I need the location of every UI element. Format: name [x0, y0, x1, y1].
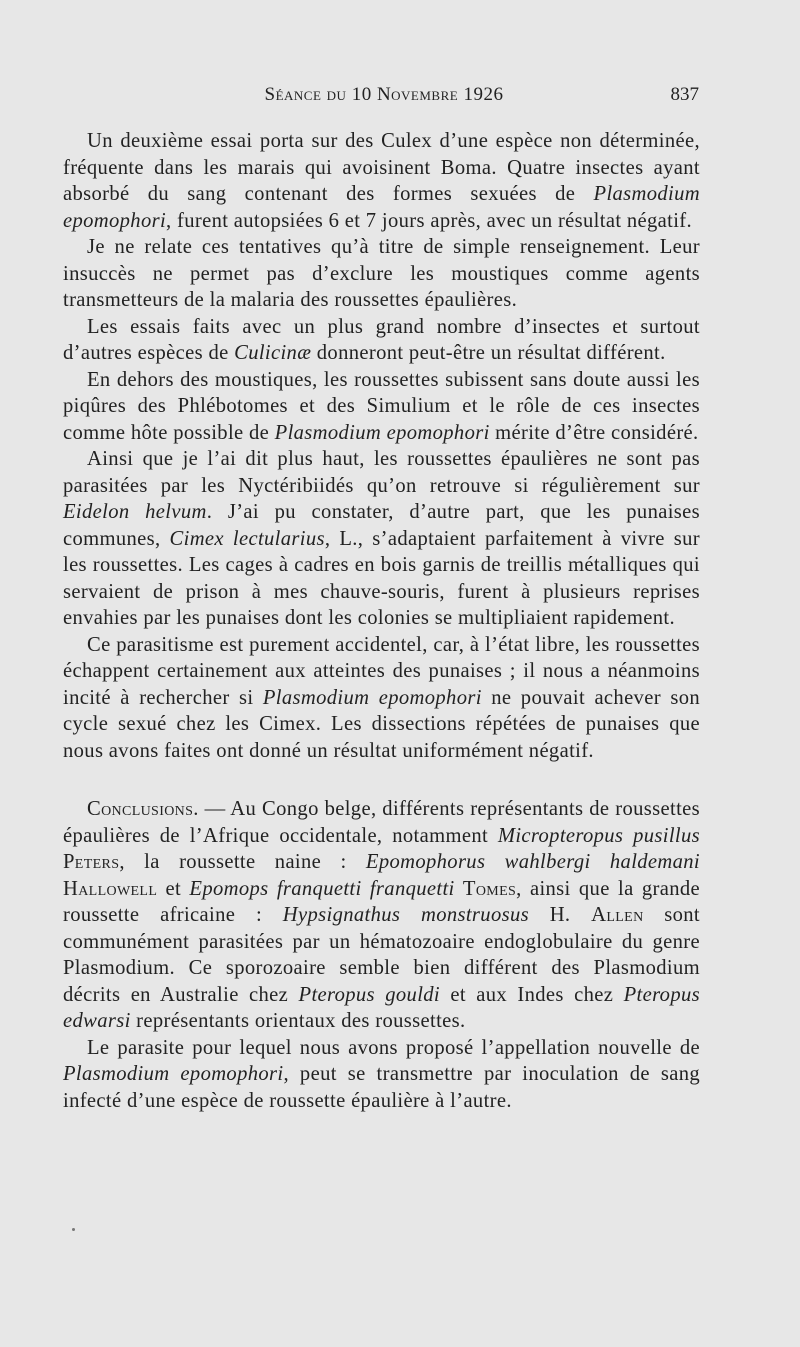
small-caps-name: Conclusions.: [87, 798, 199, 820]
paragraph: [63, 367, 700, 447]
italic-term: Culicinæ: [234, 342, 312, 364]
italic-term: Hypsignathus monstruosus: [282, 904, 529, 926]
text-run: Les essais faits avec un plus grand nombre d’insectes et surtout d’autres espèces de: [63, 315, 700, 364]
text-run: et: [157, 877, 190, 900]
text-run: Le parasite pour lequel nous avons proposé l’appellation nouvelle de: [87, 1036, 700, 1059]
print-speck: [72, 1228, 75, 1231]
text-run: , furent autopsiées 6 et 7 jours après, avec un résultat négatif.: [166, 209, 693, 232]
text-run: , ainsi que la grande roussette africaine :: [63, 877, 700, 926]
text-run: donneront peut-être un résultat différent.: [311, 342, 666, 364]
running-head: [64, 84, 704, 114]
italic-term: Plasmodium epomophori: [274, 421, 490, 444]
paragraph: [63, 314, 700, 367]
small-caps-name: Peters: [63, 851, 120, 873]
text-run: mérite d’être considéré.: [489, 421, 699, 444]
paragraph: [63, 632, 700, 765]
text-run: , peut se transmettre par inoculation de sang infecté d’une espèce de roussette épaulière à l’autre.: [63, 1063, 701, 1112]
body-text: [63, 128, 700, 1114]
text-run: , la roussette naine :: [119, 851, 366, 873]
text-run: . J’ai pu constater, d’autre part, que les punaises communes,: [63, 501, 700, 550]
text-run: Un deuxième essai porta sur des Culex d’une espèce non déterminée, fréquente dans les marais qui avoisinent Boma. Quatre insectes ayant absorbé du sang contenant des formes sexuées de: [63, 130, 700, 205]
italic-term: Eidelon helvum: [63, 501, 207, 523]
paragraph: [63, 128, 700, 234]
small-caps-name: Tomes: [462, 877, 517, 900]
italic-term: Epomophorus wahlbergi haldemani: [365, 851, 701, 873]
text-run: ne pouvait achever son cycle sexué chez les Cimex. Les dissections répétées de punaises que nous avons faites ont donné un résultat uniformément négatif.: [63, 686, 700, 762]
text-run: Ainsi que je l’ai dit plus haut, les roussettes épaulières ne sont pas parasitées par les Nyctéribiidés qu’on retrouve si régulièrement sur: [63, 448, 700, 497]
italic-term: Pteropus edwarsi: [63, 983, 700, 1032]
text-run: , L., s’adaptaient parfaitement à vivre sur les roussettes. Les cages à cadres en bois garnis de treillis métalliques qui servaient de prison à mes chauve-souris, furent à plusieurs reprises envahies par les punaises dont les colonies se multipliaient rapidement.: [63, 527, 700, 629]
italic-term: Epomops franquetti franquetti: [189, 877, 455, 900]
text-run: Je ne relate ces tentatives qu’à titre de simple renseignement. Leur insuccès ne permet pas d’exclure les moustiques comme agents transmetteurs de la malaria des roussettes épaulières.: [63, 236, 700, 311]
text-run: et aux Indes chez: [440, 983, 624, 1006]
paragraph: [63, 446, 700, 632]
small-caps-name: Allen: [591, 904, 644, 926]
italic-term: Plasmodium epomophori: [63, 1063, 284, 1085]
italic-term: Pteropus gouldi: [298, 983, 440, 1006]
small-caps-name: Hallowell: [63, 877, 158, 900]
italic-term: Plasmodium epomophori: [63, 183, 700, 232]
paragraph: [63, 796, 700, 1035]
paragraph: [63, 234, 700, 314]
page-number: 837: [670, 84, 699, 105]
text-run: — Au Congo belge, différents représentants de roussettes épaulières de l’Afrique occidentale, notamment: [63, 798, 700, 847]
italic-term: Micropteropus pusillus: [497, 824, 700, 847]
text-run: représentants orientaux des roussettes.: [130, 1010, 466, 1032]
paragraph: [63, 1035, 700, 1115]
text-run: [455, 878, 463, 900]
italic-term: Plasmodium epomophori: [262, 686, 482, 709]
text-run: sont communément parasitées par un hématozoaire endoglobulaire du genre Plasmodium. Ce sporozoaire semble bien différent des Plasmodium décrits en Australie chez: [63, 904, 701, 1006]
text-run: En dehors des moustiques, les roussettes subissent sans doute aussi les piqûres des Phlébotomes et des Simulium et le rôle de ces insectes comme hôte possible de: [63, 368, 700, 444]
italic-term: Cimex lectularius: [169, 527, 325, 550]
text-run: Ce parasitisme est purement accidentel, car, à l’état libre, les roussettes échappent certainement aux atteintes des punaises ; il nous a néanmoins incité à rechercher si: [63, 633, 700, 709]
text-run: H.: [528, 904, 592, 926]
running-title: Séance du 10 Novembre 1926: [264, 84, 504, 105]
